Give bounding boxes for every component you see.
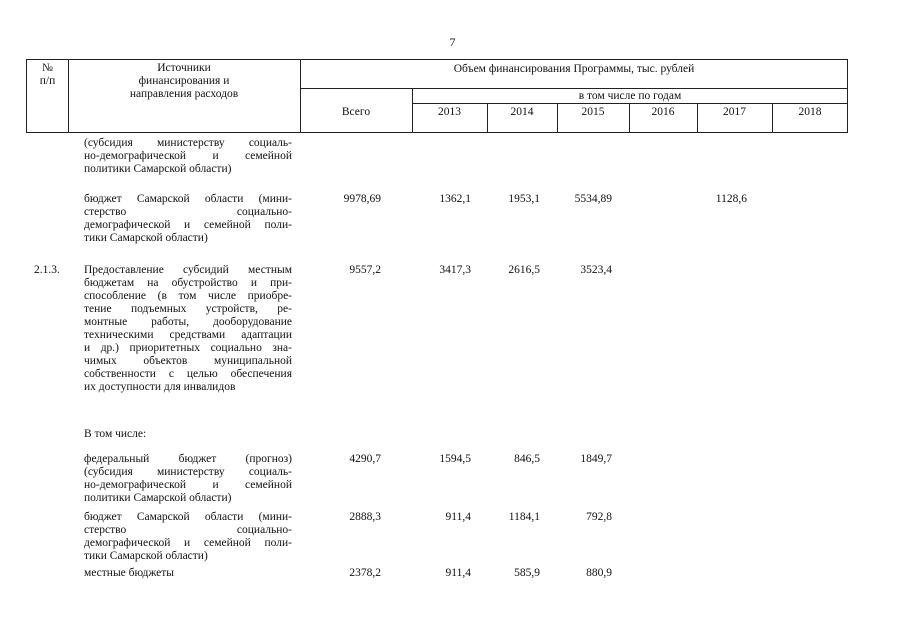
row-description-line: демографической и семейной поли- [84,537,292,549]
row-description-line: но-демографической и семейной [84,479,292,491]
row-description-line: но-демографической и семейной [84,150,292,162]
row-description-line: и др.) приоритетных социально зна- [84,342,292,354]
row-description-line: стерство социально- [84,206,292,218]
row-description [84,453,292,505]
row-value-2015: 3523,4 [580,264,612,276]
header-year-2017: 2017 [723,106,746,118]
header-source-line: направления расходов [129,88,239,100]
row-value-2013: 3417,3 [439,264,471,276]
header-year-2016: 2016 [651,106,675,118]
header-year-2015: 2015 [581,106,605,118]
row-description-line: местные бюджеты [84,567,175,579]
header-source-line: Источники [157,62,211,74]
table-header [26,59,848,133]
row-total: 9557,2 [349,264,381,276]
header-total: Всего [341,106,371,118]
row-value-2015: 1849,7 [580,453,612,465]
row-description [84,511,292,563]
row-description-line: бюджет Самарской области (мини- [84,511,292,523]
row-description-line: бюджетам на обустройство и при- [84,277,292,289]
row-total: 2888,3 [349,511,381,523]
row-description-line: способление (в том числе приобре- [84,290,292,302]
row-description [84,567,292,580]
row-value-2015: 880,9 [586,567,612,579]
row-description-line: тики Самарской области) [84,232,208,244]
row-description [84,193,292,245]
row-description [84,428,292,441]
row-value-2014: 1184,1 [508,511,540,523]
row-description-line: В том числе: [84,428,147,440]
row-value-2013: 1594,5 [439,453,471,465]
row-value-2015: 5534,89 [574,193,612,205]
row-value-2014: 2616,5 [508,264,540,276]
row-description-line: бюджет Самарской области (мини- [84,193,292,205]
row-description-line: техническими средствами адаптации [84,329,292,341]
row-number: 2.1.3. [34,264,60,276]
row-description-line: (субсидия министерству социаль- [84,466,292,478]
row-value-2013: 911,4 [445,511,471,523]
header-year-2018: 2018 [798,106,822,118]
row-description-line: политики Самарской области) [84,492,232,504]
row-description-line: (субсидия министерству социаль- [84,137,292,149]
header-volume-title: Объем финансирования Программы, тыс. рублей [453,63,695,75]
row-description-line: федеральный бюджет (прогноз) [84,453,292,465]
row-value-2017: 1128,6 [715,193,747,205]
page-number: 7 [449,35,456,49]
row-description-line: собственности с целью обеспечения [84,368,292,380]
header-num-symbol: № [42,62,53,74]
header-by-years: в том числе по годам [578,90,682,102]
row-description [84,137,292,176]
row-description-line: тение подъемных устройств, ре- [84,303,292,315]
row-description-line: их доступности для инвалидов [84,381,236,393]
row-description [84,264,292,394]
row-value-2014: 846,5 [514,453,540,465]
row-value-2013: 1362,1 [439,193,471,205]
row-description-line: демографической и семейной поли- [84,219,292,231]
row-value-2014: 1953,1 [508,193,540,205]
header-source-col [68,62,300,101]
row-description-line: стерство социально- [84,524,292,536]
row-description-line: политики Самарской области) [84,163,232,175]
header-num-abbr: п/п [39,75,56,87]
row-description-line: тики Самарской области) [84,550,208,562]
row-total: 2378,2 [349,567,381,579]
header-num-col [27,62,68,88]
header-year-2014: 2014 [510,106,534,118]
row-description-line: монтные работы, дооборудование [84,316,292,328]
header-year-2013: 2013 [438,106,461,118]
row-total: 9978,69 [343,193,381,205]
row-description-line: чимых объектов муниципальной [84,355,292,367]
row-value-2014: 585,9 [514,567,540,579]
row-value-2013: 911,4 [445,567,471,579]
header-divider [300,88,847,89]
row-total: 4290,7 [349,453,381,465]
header-source-line: финансирования и [138,75,230,87]
row-value-2015: 792,8 [586,511,612,523]
row-description-line: Предоставление субсидий местным [84,264,292,276]
